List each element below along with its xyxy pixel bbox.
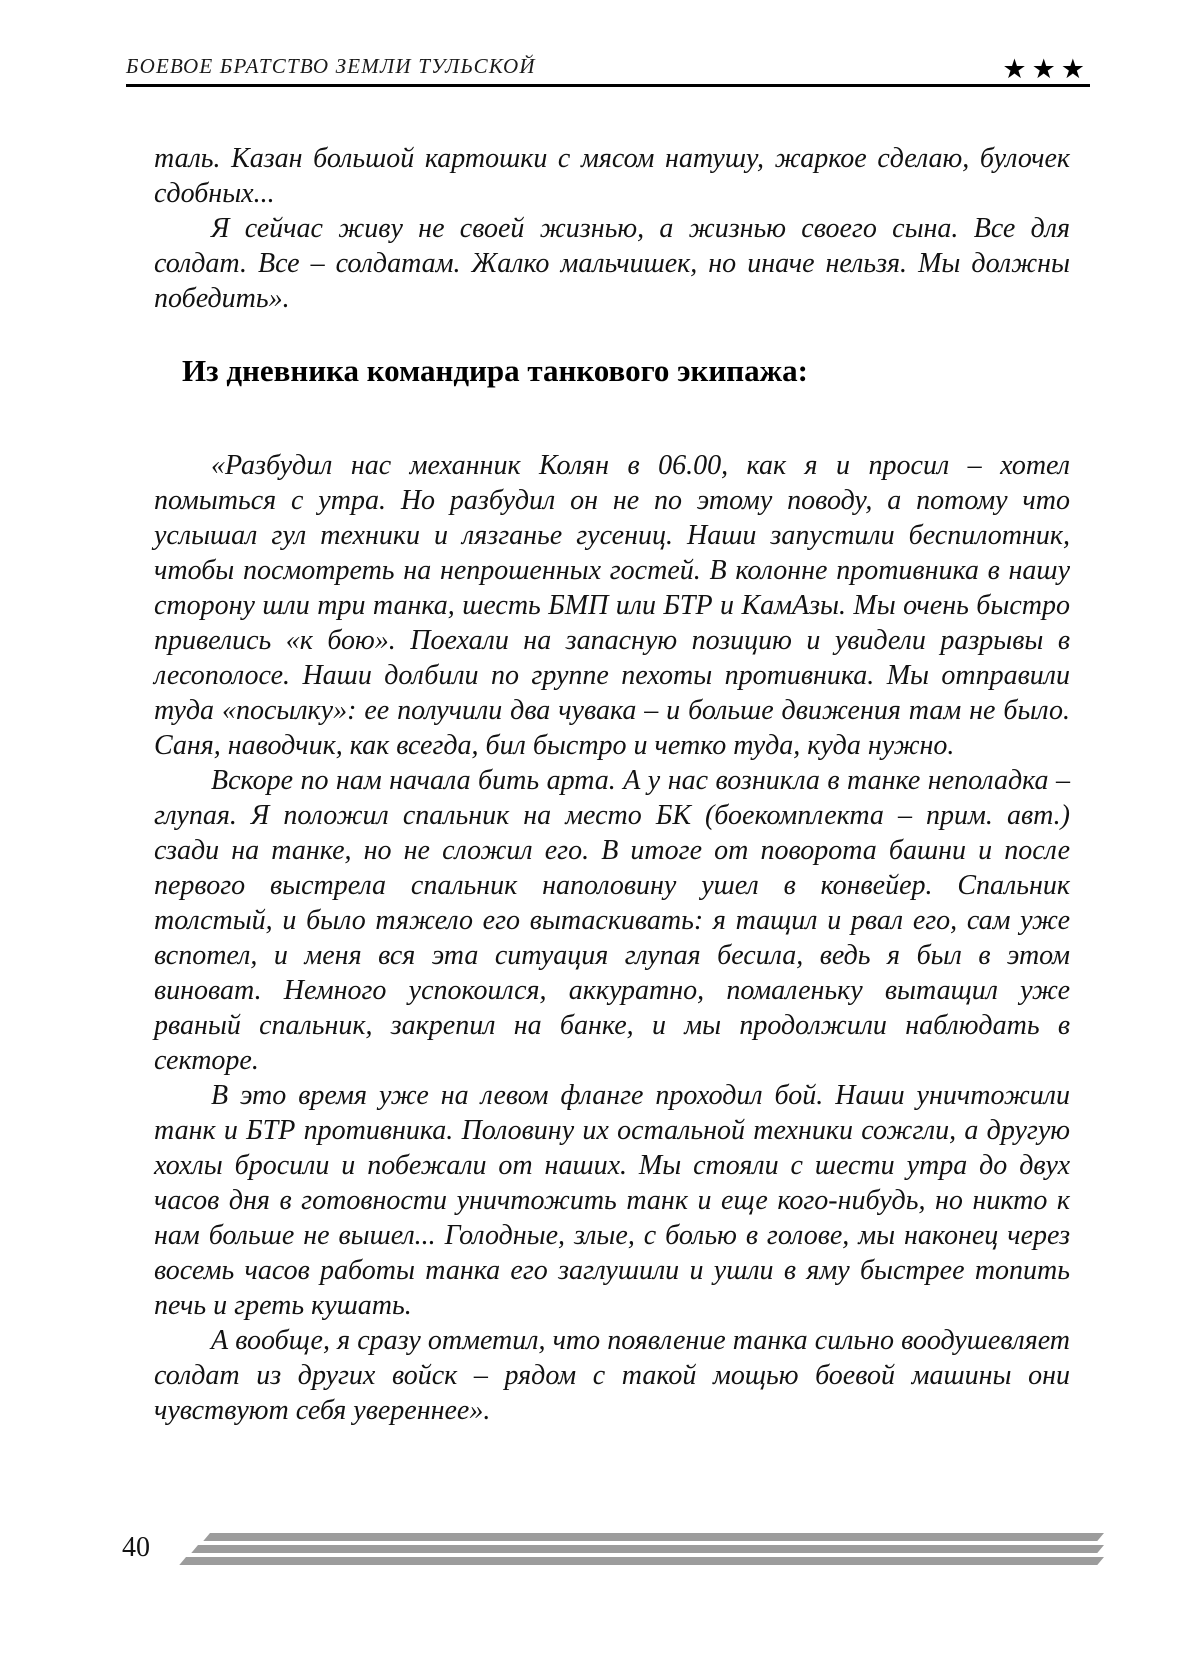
paragraph: Я сейчас живу не своей жизнью, а жизнью своего сына. Все для солдат. Все – солдатам. Жалко мальчишек, но иначе нельзя. Мы должны победить». xyxy=(154,213,1070,314)
footer-stripe xyxy=(191,1545,1104,1553)
footer-stripe xyxy=(203,1533,1104,1541)
paragraph-continuation: таль. Казан большой картошки с мясом натушу, жаркое сделаю, булочек сдобных... xyxy=(154,143,1070,209)
stars-ornament-icon: ★★★ xyxy=(1002,54,1090,84)
page-number: 40 xyxy=(122,1532,150,1563)
page-header xyxy=(126,54,1090,87)
section-heading: Из дневника командира танкового экипажа: xyxy=(182,353,808,388)
paragraph: А вообще, я сразу отметил, что появление танка сильно воодушевляет солдат из других войск – рядом с такой мощью боевой машины они чувствуют себя увереннее». xyxy=(154,1325,1070,1426)
running-title: БОЕВОЕ БРАТСТВО ЗЕМЛИ ТУЛЬСКОЙ xyxy=(126,54,536,78)
page-body xyxy=(154,141,1070,1428)
paragraph: Вскоре по нам начала бить арта. А у нас возникла в танке неполадка – глупая. Я положил спальник на место БК (боекомплекта – прим. авт.) сзади на танке, но не сложил его. В итоге от поворота башни и после первого выстрела спальник наполовину ушел в конвейер. Спальник толстый, и было тяжело его вытаскивать: я тащил и рвал его, сам уже вспотел, и меня вся эта ситуация глупая бесила, ведь я был в этом виноват. Немного успокоился, аккуратно, помаленьку вытащил уже рваный спальник, закрепил на банке, и мы продолжили наблюдать в секторе. xyxy=(154,765,1070,1076)
footer-stripe xyxy=(179,1557,1104,1565)
paragraph: «Разбудил нас механник Колян в 06.00, как я и просил – хотел помыться с утра. Но разбудил он не по этому поводу, а потому что услышал гул техники и лязганье гусениц. Наши запустили беспилотник, чтобы посмотреть на непрошенных гостей. В колонне противника в нашу сторону шли три танка, шесть БМП или БТР и КамАзы. Мы очень быстро привелись «к бою». Поехали на запасную позицию и увидели разрывы в лесополосе. Наши долбили по группе пехоты противника. Мы отправили туда «посылку»: ее получили два чувака – и больше движения там не было. Саня, наводчик, как всегда, бил быстро и четко туда, куда нужно. xyxy=(154,450,1070,761)
paragraph: В это время уже на левом фланге проходил бой. Наши уничтожили танк и БТР противника. Половину их остальной техники сожгли, а другую хохлы бросили и побежали от наших. Мы стояли с шести утра до двух часов дня в готовности уничтожить танк и еще кого-нибудь, но никто к нам больше не вышел... Голодные, злые, с болью в голове, мы наконец через восемь часов работы танка его заглушили и ушли в яму быстрее топить печь и греть кушать. xyxy=(154,1080,1070,1321)
